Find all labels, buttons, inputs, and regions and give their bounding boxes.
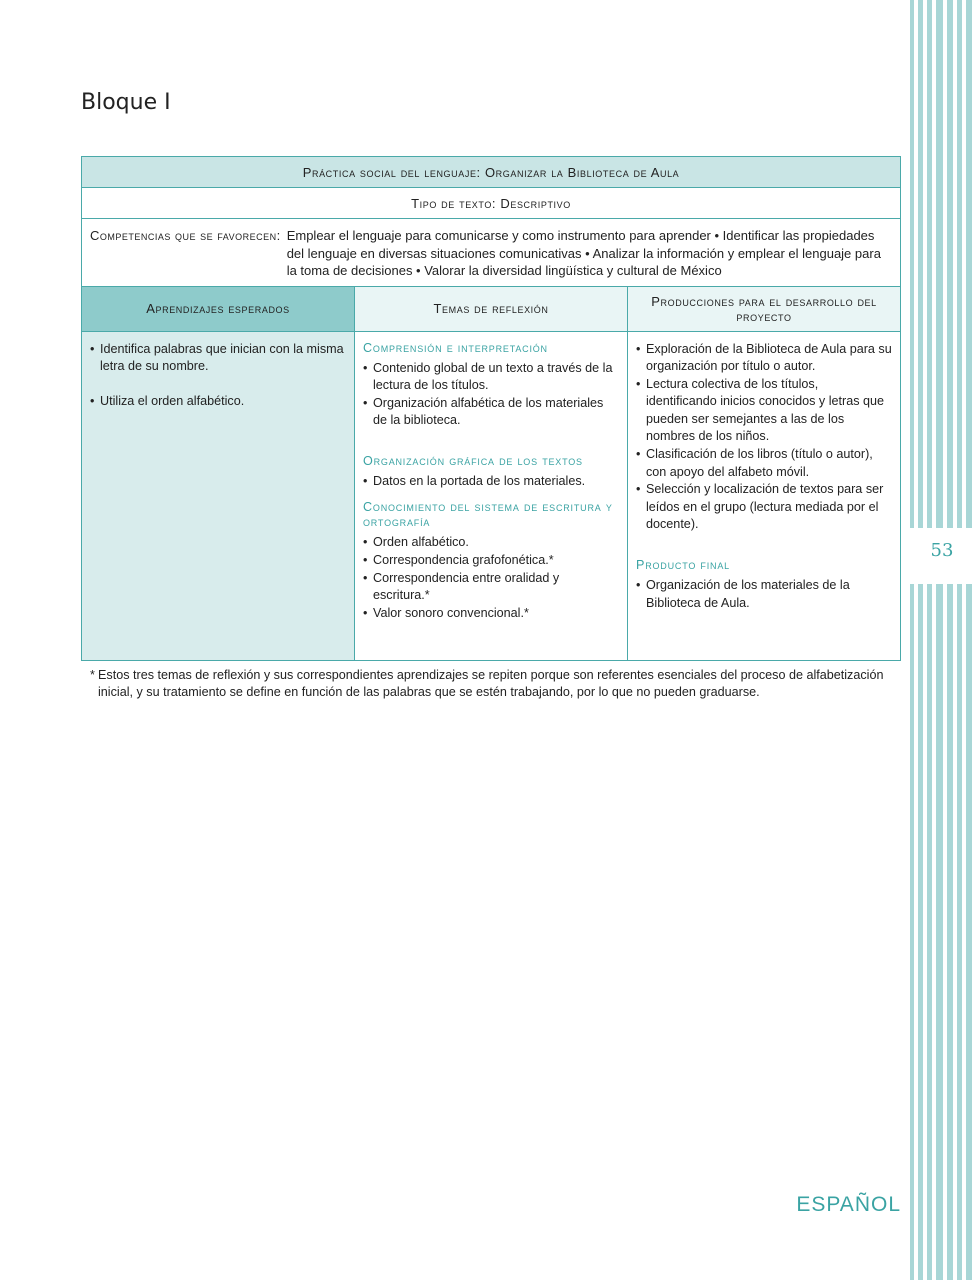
header-aprendizajes: Aprendizajes esperados (82, 287, 355, 331)
header-temas: Temas de reflexión (355, 287, 628, 331)
list-item: • Identifica palabras que inician con la misma letra de su nombre. (90, 341, 346, 376)
subheading-conocimiento: Conocimiento del sistema de escritura y ortografía (363, 500, 613, 530)
tipo-texto: Tipo de texto: Descriptivo (411, 195, 571, 211)
subject-label: ESPAÑOL (796, 1193, 901, 1216)
list-item: • Selección y localización de textos para ser leídos en el grupo (lectura mediada por el docente). (636, 481, 892, 534)
page-title: Bloque I (81, 90, 171, 115)
list-item: • Valor sonoro convencional.* (363, 605, 619, 623)
list-item: • Organización de los materiales de la Biblioteca de Aula. (636, 577, 892, 612)
list-item: • Clasificación de los libros (título o autor), con apoyo del alfabeto móvil. (636, 446, 892, 481)
list-item: • Correspondencia entre oralidad y escritura.* (363, 570, 619, 605)
list-item: • Contenido global de un texto a través de la lectura de los títulos. (363, 360, 619, 395)
page-number: 53 (930, 540, 954, 561)
subheading-comprension: Comprensión e interpretación (363, 340, 548, 355)
column-body (82, 332, 900, 660)
competencias-row (82, 219, 900, 287)
list-item: • Exploración de la Biblioteca de Aula para su organización por título o autor. (636, 341, 892, 376)
temas-cell (355, 332, 628, 660)
aprendizajes-cell (82, 332, 355, 660)
footnote-text: Estos tres temas de reflexión y sus correspondientes aprendizajes se repiten porque son referentes esenciales del proceso de alfabetización inicial, y su tratamiento se define en función de las palabras que se estén trabajando, por lo que no pueden graduarse. (98, 668, 884, 699)
list-item: • Lectura colectiva de los títulos, identificando inicios conocidos y letras que pueden ser semejantes a las de los nombres de los niños. (636, 376, 892, 446)
curriculum-table (81, 156, 901, 661)
footnote (90, 667, 900, 700)
list-item: • Organización alfabética de los materiales de la biblioteca. (363, 395, 619, 430)
subheading-organizacion: Organización gráfica de los textos (363, 453, 583, 468)
list-item: • Correspondencia grafofonética.* (363, 552, 619, 570)
tipo-row (82, 188, 900, 219)
producciones-cell (628, 332, 900, 660)
header-producciones: Producciones para el desarrollo del proyecto (628, 287, 900, 331)
practica-title: Práctica social del lenguaje: Organizar la Biblioteca de Aula (302, 164, 680, 180)
list-item: • Orden alfabético. (363, 534, 619, 552)
list-item: • Datos en la portada de los materiales. (363, 473, 619, 491)
practica-row (82, 157, 900, 188)
subheading-producto-final: Producto final (636, 558, 730, 573)
column-headers (82, 287, 900, 332)
decorative-stripes (910, 0, 972, 1280)
competencias-text: Emplear el lenguaje para comunicarse y como instrumento para aprender • Identificar las propiedades del lenguaje en diversas situaciones comunicativas • Analizar la información y emplear el lenguaje para la toma de decisiones • Valorar la diversidad lingüística y cultural de México (286, 228, 881, 278)
footnote-marker: * (90, 668, 95, 682)
list-item: • Utiliza el orden alfabético. (90, 393, 346, 411)
competencias-label: Competencias que se favorecen: (90, 228, 281, 243)
